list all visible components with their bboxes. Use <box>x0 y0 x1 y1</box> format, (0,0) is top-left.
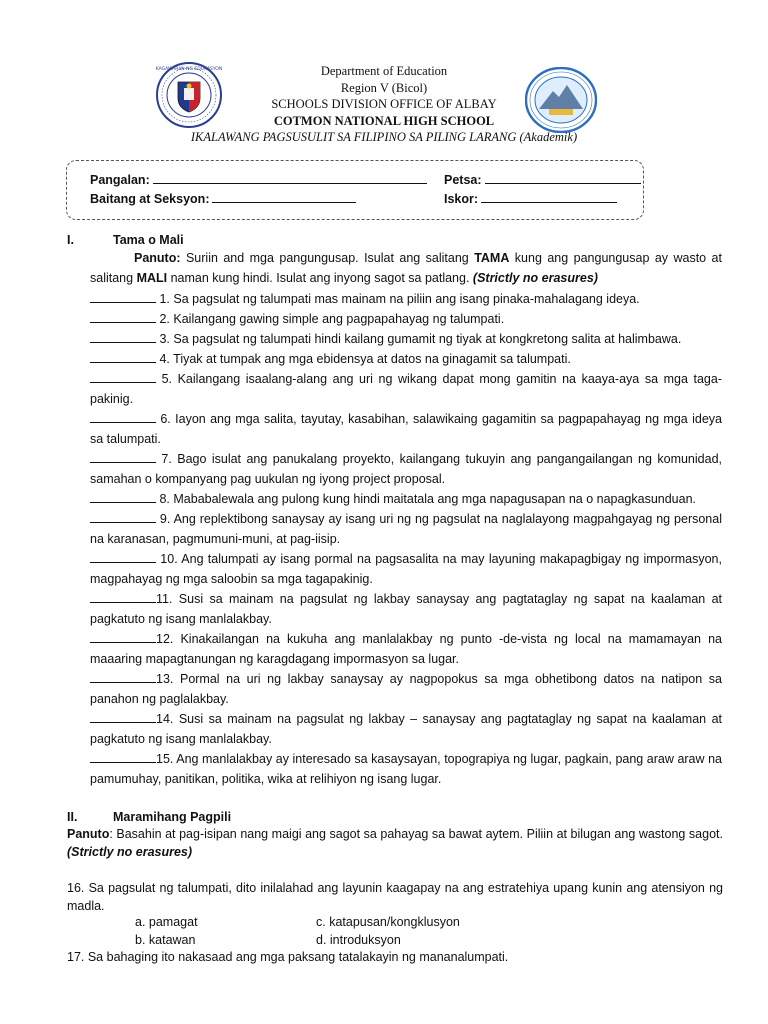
list-item <box>90 309 722 329</box>
exam-title: IKALAWANG PAGSUSULIT SA FILIPINO SA PILING LARANG (Akademik) <box>190 130 578 144</box>
item-text: 11. Susi sa mainam na pagsulat ng lakbay sanaysay ang pagtataglay ng sapat na kaalaman at pagkatuto ng isang manlalakbay. <box>90 592 722 626</box>
list-item <box>90 629 722 669</box>
name-field[interactable] <box>153 172 427 184</box>
list-item <box>90 449 722 489</box>
answer-blank[interactable] <box>90 311 156 323</box>
panuto-label: Panuto <box>67 827 110 841</box>
choice-b[interactable]: b. katawan <box>135 933 196 947</box>
date-label: Petsa: <box>444 173 482 187</box>
section-label: Baitang at Seksyon: <box>90 192 210 206</box>
answer-blank[interactable] <box>90 351 156 363</box>
list-item <box>90 589 722 629</box>
part2-title: Maramihang Pagpili <box>113 810 232 824</box>
panuto-text: naman kung hindi. Isulat ang inyong sagot sa patlang. <box>167 271 473 285</box>
list-item <box>90 509 722 549</box>
item-text: 3. Sa pagsulat ng talumpati hindi kailang gumamit ng tiyak at kongkretong salita at halimbawa. <box>159 332 682 346</box>
school-name: COTMON NATIONAL HIGH SCHOOL <box>273 113 495 128</box>
item-text: 8. Mababalewala ang pulong kung hindi maitatala ang mga napagusapan na o napagkasunduan. <box>159 492 697 506</box>
score-field[interactable] <box>481 191 617 203</box>
svg-text:KAGAWARAN NG EDUKASYON: KAGAWARAN NG EDUKASYON <box>156 67 222 72</box>
answer-blank[interactable] <box>90 711 156 723</box>
list-item <box>90 329 722 349</box>
choice-c[interactable]: c. katapusan/kongklusyon <box>316 915 460 929</box>
item-text: 4. Tiyak at tumpak ang mga ebidensya at datos na ginagamit sa talumpati. <box>159 352 571 366</box>
region-name: Region V (Bicol) <box>340 80 428 95</box>
answer-blank[interactable] <box>90 371 156 383</box>
document-header <box>0 63 768 146</box>
mali-keyword: MALI <box>136 271 168 285</box>
answer-blank[interactable] <box>90 491 156 503</box>
item-text: 12. Kinakailangan na kukuha ang manlalakbay ng punto -de-vista ng local na mamamayan na maaaring mapagtanungan ng karagdagang impormasyon sa lugar. <box>90 632 722 666</box>
answer-blank[interactable] <box>90 631 156 643</box>
list-item <box>90 709 722 749</box>
part2-instructions <box>67 825 723 861</box>
true-false-items <box>90 289 722 789</box>
list-item <box>90 669 722 709</box>
answer-blank[interactable] <box>90 451 156 463</box>
answer-blank[interactable] <box>90 331 156 343</box>
answer-blank[interactable] <box>90 671 156 683</box>
part1-title: Tama o Mali <box>113 233 184 247</box>
list-item <box>90 549 722 589</box>
list-item <box>90 349 722 369</box>
item-text: 13. Pormal na uri ng lakbay sanaysay ay nagpopokus sa mga obhetibong datos na natipon sa panahon ng paglalakbay. <box>90 672 722 706</box>
choice-d[interactable]: d. introduksyon <box>316 933 401 947</box>
item-text: 15. Ang manlalakbay ay interesado sa kasaysayan, topograpiya ng lugar, pagkain, pang araw araw na pamumuhay, panitikan, politika, wika at relihiyon ng isang lugar. <box>90 752 722 786</box>
item-text: 5. Kailangang isaalang-alang ang uri ng wikang dapat mong gamitin na kaaya-aya sa mga taga-pakinig. <box>90 372 722 406</box>
answer-blank[interactable] <box>90 591 156 603</box>
name-row <box>90 172 427 187</box>
part1-numeral: I. <box>67 233 74 247</box>
date-row <box>444 172 641 187</box>
part1-instructions <box>90 248 722 288</box>
item-text: 2. Kailangang gawing simple ang pagpapahayag ng talumpati. <box>159 312 505 326</box>
item-text: 1. Sa pagsulat ng talumpati mas mainam na piliin ang isang pinaka-mahalagang ideya. <box>159 292 640 306</box>
strict-note: (Strictly no erasures) <box>67 845 193 859</box>
answer-blank[interactable] <box>90 511 156 523</box>
answer-blank[interactable] <box>90 551 156 563</box>
item-text: 7. Bago isulat ang panukalang proyekto, kailangang tukuyin ang pangangailangan ng komunidad, samahan o kompanyang pag uukulan ng iyong project proposal. <box>90 452 722 486</box>
student-info-box <box>66 160 644 220</box>
list-item <box>90 489 722 509</box>
panuto-text: kung ang pangungusap ay wasto at salitang <box>90 251 722 285</box>
tama-keyword: TAMA <box>474 251 510 265</box>
answer-blank[interactable] <box>90 411 156 423</box>
item-text: 9. Ang replektibong sanaysay ay isang uri ng ng pagsulat na naglalayong magpahgayag ng personal na karanasan, pagmumuni-muni, at pag-iisip. <box>90 512 722 546</box>
part2-numeral: II. <box>67 810 78 824</box>
strict-note: (Strictly no erasures) <box>472 271 598 285</box>
item-text: 14. Susi sa mainam na pagsulat ng lakbay – sanaysay ang pagtataglay ng sapat na kaalaman at pagkatuto ng isang manlalakbay. <box>90 712 722 746</box>
score-row <box>444 191 617 206</box>
division-name: SCHOOLS DIVISION OFFICE OF ALBAY <box>271 97 497 111</box>
section-field[interactable] <box>212 191 356 203</box>
panuto-label: Panuto: <box>134 251 181 265</box>
date-field[interactable] <box>485 172 641 184</box>
list-item <box>90 289 722 309</box>
choice-a[interactable]: a. pamagat <box>135 915 198 929</box>
panuto-text: Suriin and mga pangungusap. Isulat ang salitang <box>180 251 475 265</box>
list-item <box>90 369 722 409</box>
question-17: 17. Sa bahaging ito nakasaad ang mga paksang tatalakayin ng mananalumpati. <box>67 950 509 964</box>
department-name: Department of Education <box>320 64 448 78</box>
list-item <box>90 409 722 449</box>
item-text: 10. Ang talumpati ay isang pormal na pagsasalita na may layuning makapagbigay ng impormasyon, magpahayag ng mga saloobin sa mga tagapakinig. <box>90 552 722 586</box>
score-label: Iskor: <box>444 192 479 206</box>
question-16: 16. Sa pagsulat ng talumpati, dito inilalahad ang layunin kaagapay na ang estratehiya upang kunin ang atensiyon ng madla. <box>67 881 723 913</box>
name-label: Pangalan: <box>90 173 150 187</box>
answer-blank[interactable] <box>90 291 156 303</box>
item-text: 6. Iayon ang mga salita, tayutay, kasabihan, salawikaing gagamitin sa pagpapahayag ng mga ideya sa talumpati. <box>90 412 722 446</box>
section-row <box>90 191 356 206</box>
answer-blank[interactable] <box>90 751 156 763</box>
list-item <box>90 749 722 789</box>
panuto-text: : Basahin at pag-isipan nang maigi ang sagot sa pahayag sa bawat aytem. Piliin at bilugan ang wastong sagot. <box>109 827 723 841</box>
